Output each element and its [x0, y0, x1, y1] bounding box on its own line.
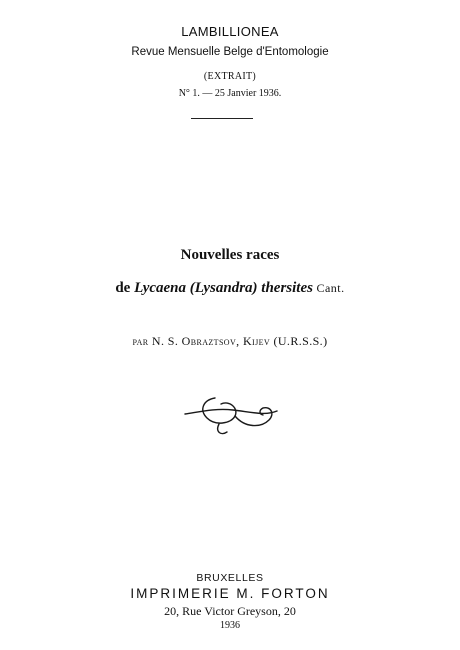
- header-divider: [191, 118, 253, 119]
- imprint-printer: IMPRIMERIE M. FORTON: [130, 586, 330, 601]
- extract-label: (EXTRAIT): [203, 71, 257, 82]
- title-prefix: de: [115, 280, 135, 296]
- imprint-city: BRUXELLES: [196, 572, 264, 584]
- imprint-address: 20, Rue Victor Greyson, 20: [164, 604, 296, 618]
- journal-name: LAMBILLIONEA: [181, 24, 279, 39]
- article-title-line2: [0, 280, 460, 297]
- article-title-line1: Nouvelles races: [180, 247, 280, 263]
- journal-subtitle: Revue Mensuelle Belge d'Entomologie: [131, 46, 329, 58]
- flourish-ornament-icon: [175, 388, 285, 440]
- species-name: Lycaena (Lysandra) thersites: [134, 280, 313, 296]
- species-author: Cant.: [312, 281, 345, 295]
- author-byline: par N. S. Obraztsov, Kijev (U.R.S.S.): [132, 334, 328, 348]
- issue-info: N° 1. — 25 Janvier 1936.: [178, 88, 282, 99]
- imprint-year: 1936: [220, 620, 240, 631]
